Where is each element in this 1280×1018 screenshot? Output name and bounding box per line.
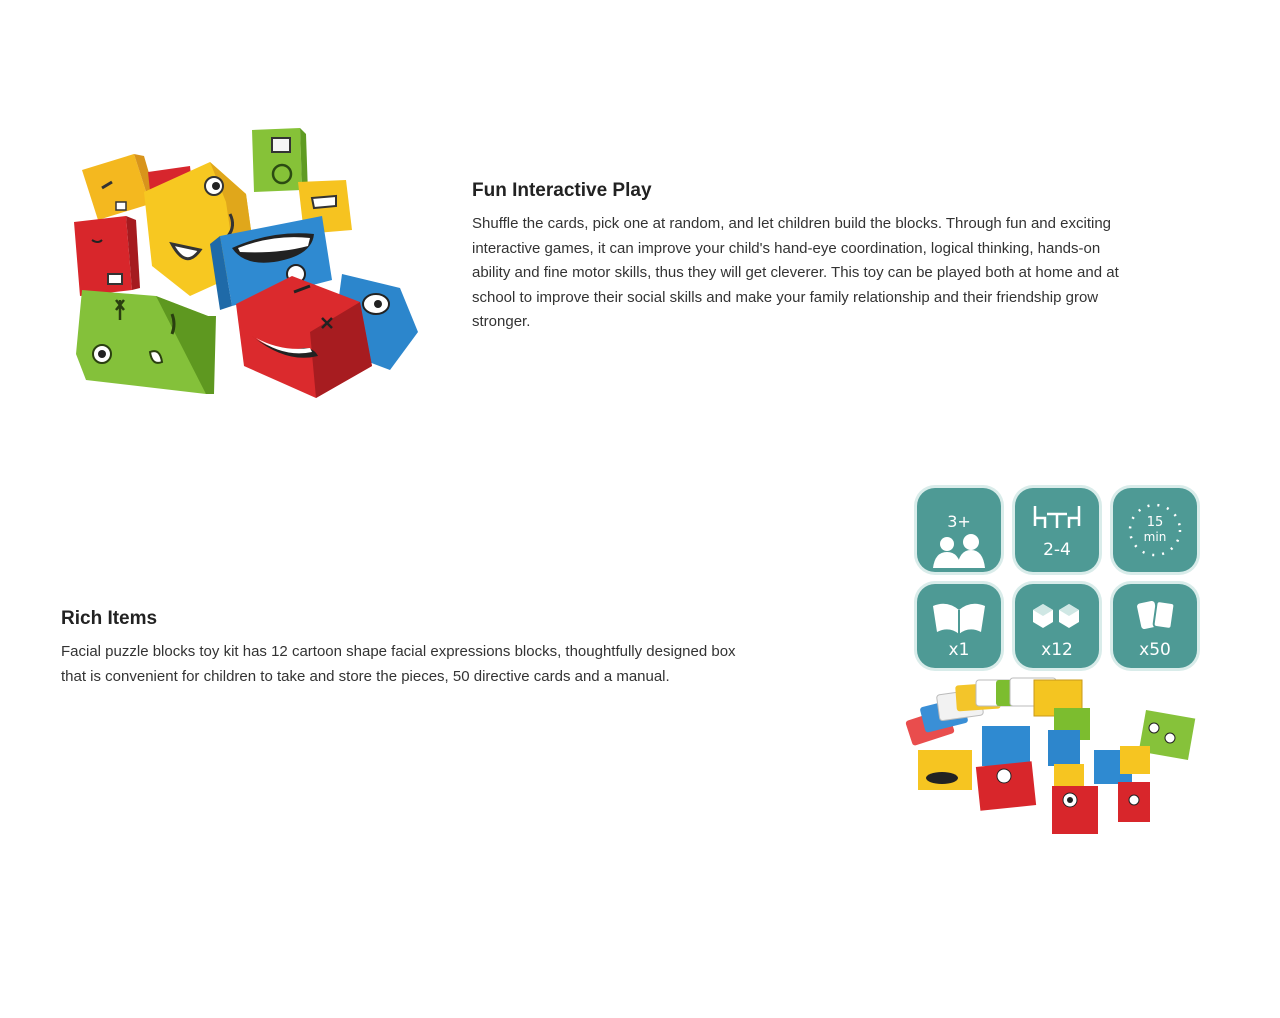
section-description [61,640,851,689]
children-icon [931,534,989,568]
description-line: ability and fine motor skills, thus they will get cleverer. This toy can be played both at home and at [472,264,1119,281]
time-value: 15 [1146,515,1164,530]
cards-count: x50 [1139,640,1171,660]
description-line: Shuffle the cards, pick one at random, and let children build the blocks. Through fun and exciting [472,215,1112,232]
players-label: 2-4 [1043,540,1071,560]
blocks-badge [1015,584,1099,668]
age-label: 3+ [947,512,971,531]
description-line: Facial puzzle blocks toy kit has 12 cartoon shape facial expressions blocks, thoughtfully designed box [61,643,736,660]
book-icon [929,596,989,636]
blocks-count: x12 [1041,640,1073,660]
product-image-kit-contents [898,668,1210,846]
time-badge [1113,488,1197,572]
section-fun-interactive-play [472,180,1232,335]
manual-badge [917,584,1001,668]
time-unit: min [1143,530,1167,544]
section-heading: Fun Interactive Play [472,180,652,201]
section-description [472,212,1232,335]
table-players-icon [1031,502,1083,532]
product-image-blocks-pile [60,118,440,410]
blocks-icon [1031,600,1083,630]
section-rich-items [61,608,851,689]
description-line: that is convenient for children to take and store the pieces, 50 directive cards and a manual. [61,667,670,685]
cards-badge [1113,584,1197,668]
cards-icon [1135,596,1177,636]
age-badge [917,488,1001,572]
section-heading: Rich Items [61,608,158,629]
feature-icon-grid [914,485,1204,670]
description-line: stronger. [472,313,531,330]
description-line: interactive games, it can improve your child's hand-eye coordination, logical thinking, hands-on [472,239,1101,257]
manual-count: x1 [948,640,970,660]
players-badge [1015,488,1099,572]
description-line: school to improve their social skills and make your family relationship and their friendship grow [472,288,1099,306]
